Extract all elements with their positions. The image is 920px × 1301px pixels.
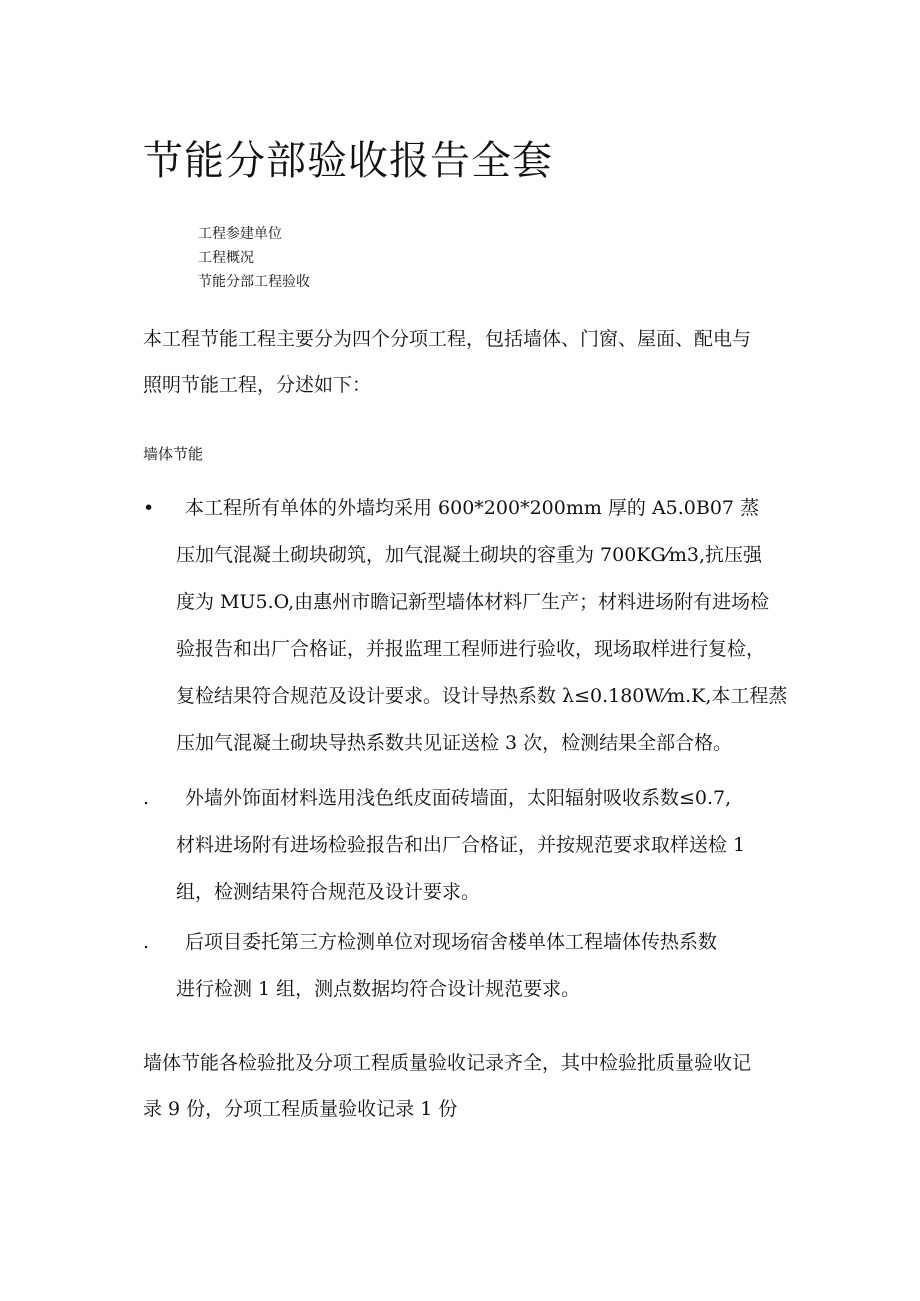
section-heading-wall: 墙体节能 (143, 445, 204, 463)
list-item-line: 复检结果符合规范及设计要求。设计导热系数 λ≤0.180W⁄m.K,本工程蒸 (176, 685, 788, 707)
list-item-line: 材料进场附有进场检验报告和出厂合格证，并按规范要求取样送检 1 (176, 834, 746, 856)
summary-paragraph (143, 1040, 751, 1132)
list-item-line: 压加气混凝土砌块砌筑，加气混凝土砌块的容重为 700KG⁄m3,抗压强 (176, 544, 762, 566)
list-item-line: 外墙外饰面材料选用浅色纸皮面砖墙面，太阳辐射吸收系数≤0.7, (185, 787, 732, 809)
document-title: 节能分部验收报告全套 (143, 138, 553, 184)
bullet-marker: . (143, 931, 150, 953)
summary-line: 墙体节能各检验批及分项工程质量验收记录齐全，其中检验批质量验收记 (143, 1052, 752, 1074)
bullet-marker: . (143, 787, 150, 809)
list-item-line: 度为 MU5.O,由惠州市瞻记新型墙体材料厂生产；材料进场附有进场检 (176, 591, 770, 613)
list-item-line: 本工程所有单体的外墙均采用 600*200*200mm 厚的 A5.0B07 蒸 (185, 497, 760, 519)
table-of-contents (198, 222, 310, 294)
intro-paragraph (143, 316, 751, 408)
toc-item-participants: 工程参建单位 (198, 226, 282, 242)
summary-line: 录 9 份，分项工程质量验收记录 1 份 (143, 1098, 458, 1120)
list-item-line: 后项目委托第三方检测单位对现场宿舍楼单体工程墙体传热系数 (185, 931, 718, 953)
toc-item-acceptance: 节能分部工程验收 (198, 274, 310, 290)
toc-item-overview: 工程概况 (198, 250, 254, 266)
list-item-line: 压加气混凝土砌块导热系数共见证送检 3 次，检测结果全部合格。 (176, 732, 733, 754)
bullet-marker: • (143, 497, 155, 519)
list-item-line: 进行检测 1 组，测点数据均符合设计规范要求。 (176, 978, 581, 1000)
list-item-line: 组，检测结果符合规范及设计要求。 (176, 881, 481, 903)
intro-line: 本工程节能工程主要分为四个分项工程，包括墙体、门窗、屋面、配电与 (143, 328, 752, 350)
intro-line: 照明节能工程，分述如下： (143, 374, 372, 396)
list-item-line: 验报告和出厂合格证，并报监理工程师进行验收，现场取样进行复检， (176, 638, 766, 660)
